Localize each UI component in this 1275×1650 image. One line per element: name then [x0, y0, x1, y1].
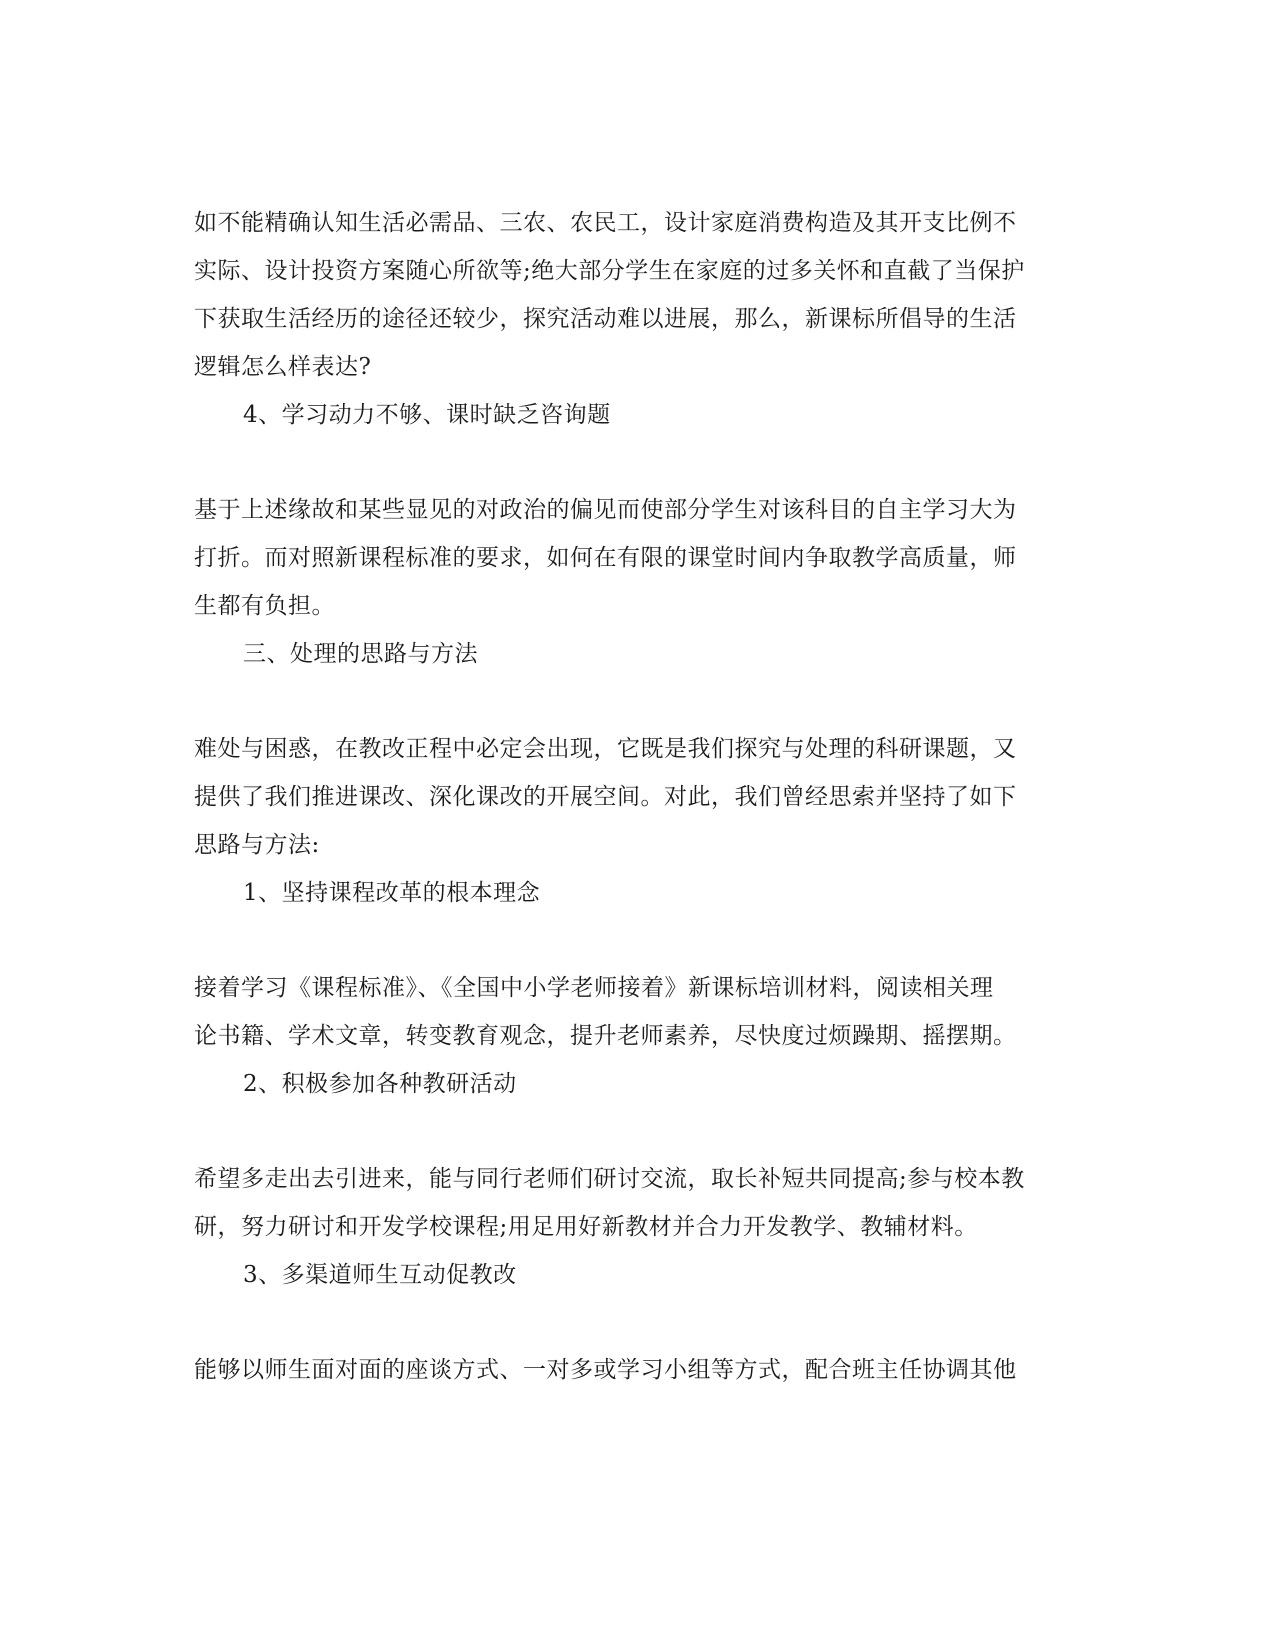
body-text-line: 基于上述缘故和某些显见的对政治的偏见而使部分学生对该科目的自主学习大为: [194, 497, 1017, 523]
body-text-line: 打折。而对照新课程标准的要求，如何在有限的课堂时间内争取教学高质量，师: [194, 545, 1017, 571]
body-text-line: 思路与方法:: [194, 832, 320, 858]
section-heading: 4、学习动力不够、课时缺乏咨询题: [243, 402, 611, 428]
body-text-line: 提供了我们推进课改、深化课改的开展空间。对此，我们曾经思索并坚持了如下: [194, 784, 1017, 810]
body-text-line: 接着学习《课程标准》、《全国中小学老师接着》新课标培训材料，阅读相关理: [194, 975, 994, 1001]
section-heading: 三、处理的思路与方法: [243, 641, 478, 667]
body-text-line: 论书籍、学术文章，转变教育观念，提升老师素养，尽快度过烦躁期、摇摆期。: [194, 1023, 1017, 1049]
section-heading: 1、坚持课程改革的根本理念: [243, 880, 541, 906]
body-text-line: 如不能精确认知生活必需品、三农、农民工，设计家庭消费构造及其开支比例不: [194, 210, 1017, 236]
body-text-line: 希望多走出去引进来，能与同行老师们研讨交流，取长补短共同提高;参与校本教: [194, 1166, 1025, 1192]
body-text-line: 生都有负担。: [194, 593, 335, 619]
body-text-line: 逻辑怎么样表达?: [194, 354, 372, 380]
body-text-line: 下获取生活经历的途径还较少，探究活动难以进展，那么，新课标所倡导的生活: [194, 306, 1017, 332]
body-text-line: 研，努力研讨和开发学校课程;用足用好新教材并合力开发教学、教辅材料。: [194, 1214, 978, 1240]
section-heading: 3、多渠道师生互动促教改: [243, 1262, 517, 1288]
body-text-line: 能够以师生面对面的座谈方式、一对多或学习小组等方式，配合班主任协调其他: [194, 1357, 1017, 1383]
body-text-line: 实际、设计投资方案随心所欲等;绝大部分学生在家庭的过多关怀和直截了当保护: [194, 258, 1025, 284]
section-heading: 2、积极参加各种教研活动: [243, 1071, 517, 1097]
body-text-line: 难处与困惑，在教改正程中必定会出现，它既是我们探究与处理的科研课题，又: [194, 736, 1017, 762]
